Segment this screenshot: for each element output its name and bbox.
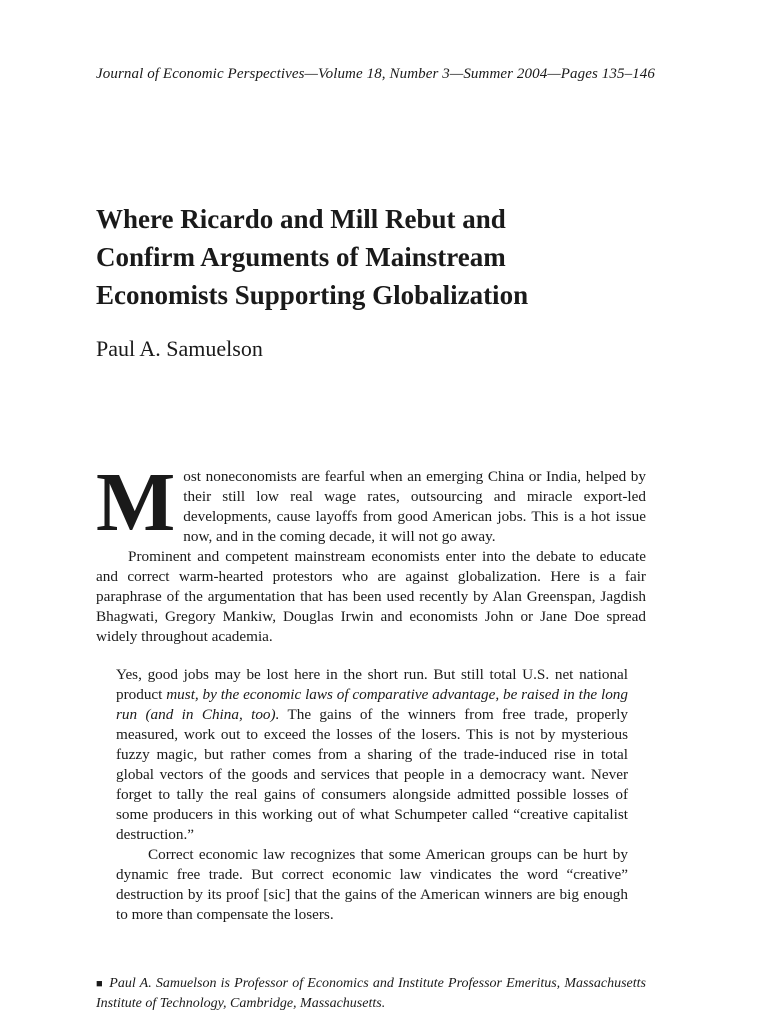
author-name: Paul A. Samuelson <box>96 336 263 361</box>
paragraph: Prominent and competent mainstream economists enter into the debate to educate and correct warm-hearted protestors who are against globalization. Here is a fair paraphrase of the argumentation that has been used recently by Alan Greenspan, Jagdish Bhagwati, Gregory Mankiw, Douglas Irwin and economists John or Jane Doe spread widely throughout academia. <box>96 548 646 645</box>
drop-cap: M <box>96 456 176 549</box>
square-bullet-icon: ■ <box>96 978 104 990</box>
paragraph: Most noneconomists are fearful when an emerging China or India, helped by their still low real wage rates, outsourcing and miracle export-led developments, cause layoffs from good American jobs. This is a hot issue now, and in the coming decade, it will not go away. <box>96 456 646 549</box>
footnote-text: Paul A. Samuelson is Professor of Economics and Institute Professor Emeritus, Massachusetts Institute of Technology, Cambridge, Massachusetts. <box>96 976 646 1011</box>
author-footnote <box>96 974 646 1014</box>
italic-phrase: must, by the economic laws of comparative advantage, be raised in the long run (and in China, too). <box>116 686 628 723</box>
title-line: Where Ricardo and Mill Rebut and <box>96 204 506 234</box>
quote-paragraph: Correct economic law recognizes that some American groups can be hurt by dynamic free trade. But correct economic law vindicates the word “creative” destruction by its proof [sic] that the gains of the American winners are big enough to more than compensate the losers. <box>116 846 628 923</box>
quote-paragraph: Yes, good jobs may be lost here in the short run. But still total U.S. net national product must, by the economic laws of comparative advantage, be raised in the long run (and in China, too). The gains of the winners from free trade, properly measured, work out to exceed the losses of the losers. This is not by mysterious fuzzy magic, but rather comes from a sharing of the trade-induced rise in total global vectors of the goods and services that people in a democracy want. Never forget to tally the real gains of consumers alongside admitted possible losses of some producers in this working out of what Schumpeter called “creative capitalist destruction.” <box>116 666 628 843</box>
article-body <box>96 456 646 647</box>
block-quote <box>116 665 628 925</box>
title-line: Economists Supporting Globalization <box>96 280 529 310</box>
article-title <box>96 200 656 314</box>
title-line: Confirm Arguments of Mainstream <box>96 242 506 272</box>
running-head: Journal of Economic Perspectives—Volume 18, Number 3—Summer 2004—Pages 135–146 <box>96 66 655 82</box>
